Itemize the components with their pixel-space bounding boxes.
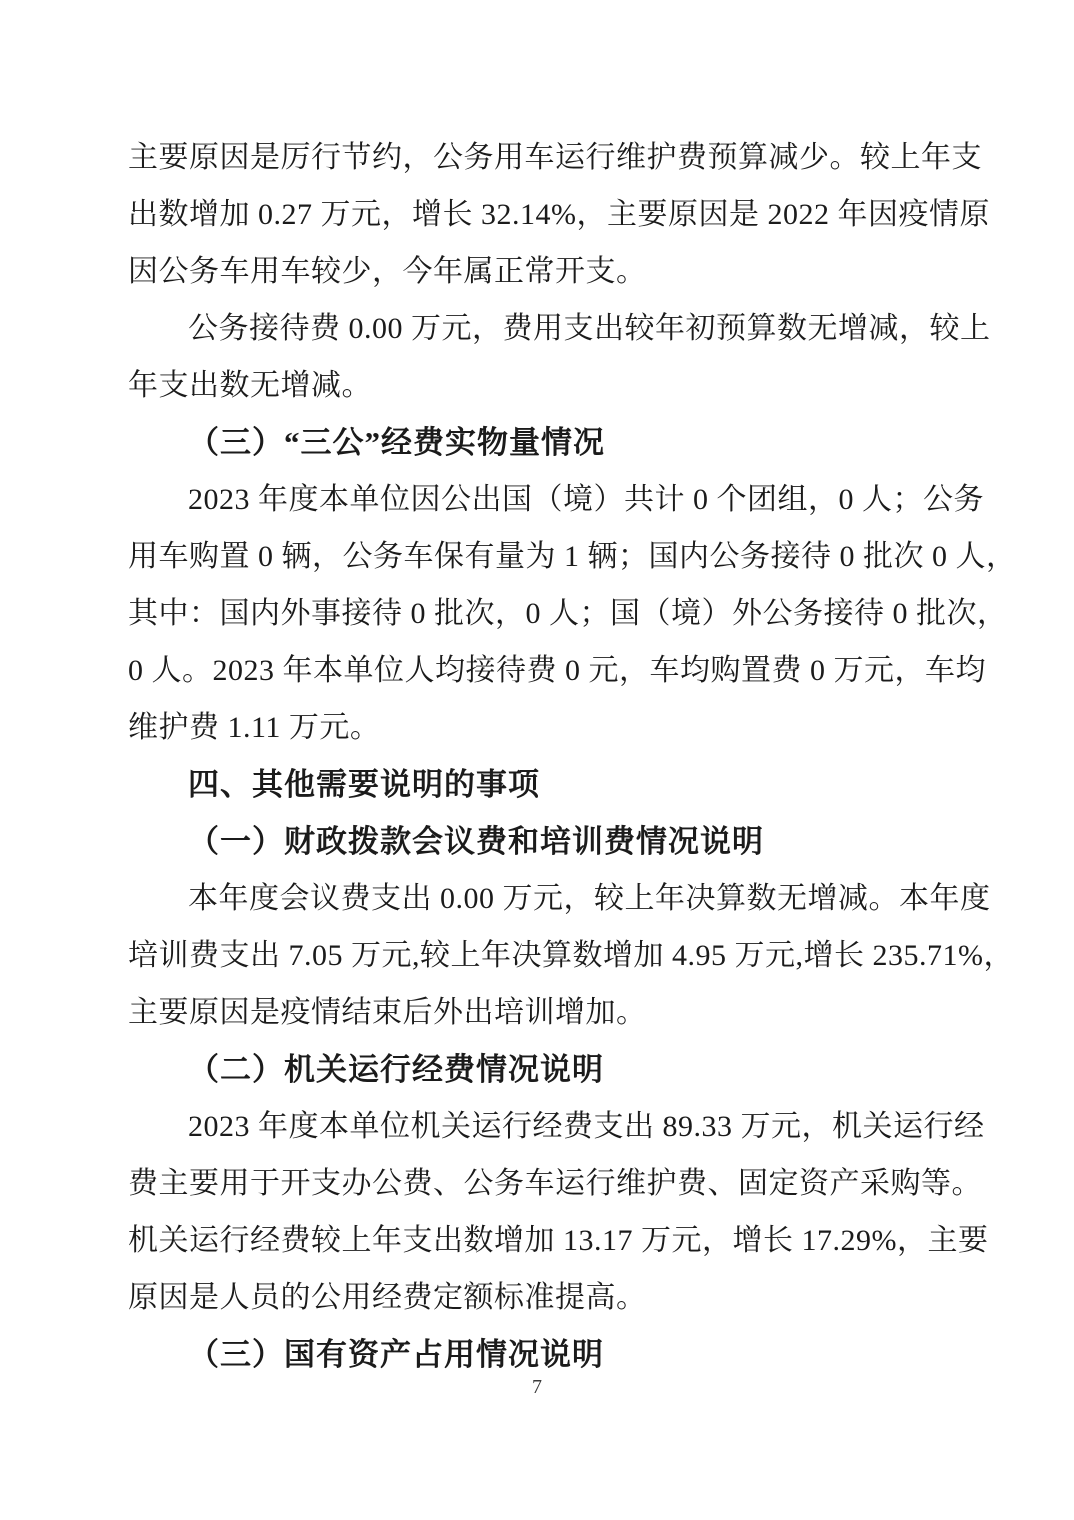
page-number: 7 xyxy=(532,1376,542,1398)
body-text-line: 维护费 1.11 万元。 xyxy=(128,711,381,744)
body-text-line: 0 人。2023 年本单位人均接待费 0 元，车均购置费 0 万元，车均 xyxy=(128,654,986,687)
body-text-line: 机关运行经费较上年支出数增加 13.17 万元，增长 17.29%，主要 xyxy=(128,1224,989,1257)
document-content xyxy=(128,129,1017,1383)
section-heading-level2: （二）机关运行经费情况说明 xyxy=(188,1052,604,1087)
body-text-line: 主要原因是疫情结束后外出培训增加。 xyxy=(128,996,647,1029)
body-text-line: 本年度会议费支出 0.00 万元，较上年决算数无增减。本年度 xyxy=(188,882,991,915)
section-heading-level2: （三）“三公”经费实物量情况 xyxy=(188,425,605,460)
body-text-line: 其中：国内外事接待 0 批次，0 人；国（境）外公务接待 0 批次， xyxy=(128,597,1008,630)
body-text-line: 2023 年度本单位因公出国（境）共计 0 个团组，0 人；公务 xyxy=(188,483,984,516)
body-text-line: 培训费支出 7.05 万元,较上年决算数增加 4.95 万元,增长 235.71%， xyxy=(128,939,1014,972)
body-text-line: 原因是人员的公用经费定额标准提高。 xyxy=(128,1281,647,1314)
body-text-line: 主要原因是厉行节约，公务用车运行维护费预算减少。较上年支 xyxy=(128,141,982,174)
section-heading-level2: （三）国有资产占用情况说明 xyxy=(188,1337,604,1372)
section-heading-level2: （一）财政拨款会议费和培训费情况说明 xyxy=(188,824,764,859)
body-text-line: 用车购置 0 辆，公务车保有量为 1 辆；国内公务接待 0 批次 0 人， xyxy=(128,540,1017,573)
body-text-line: 年支出数无增减。 xyxy=(128,369,372,402)
body-text-line: 出数增加 0.27 万元，增长 32.14%，主要原因是 2022 年因疫情原 xyxy=(128,198,990,231)
body-text-line: 2023 年度本单位机关运行经费支出 89.33 万元，机关运行经 xyxy=(188,1110,985,1143)
body-text-line: 因公务车用车较少，今年属正常开支。 xyxy=(128,255,647,288)
section-heading-level1: 四、其他需要说明的事项 xyxy=(188,767,540,802)
body-text-line: 费主要用于开支办公费、公务车运行维护费、固定资产采购等。 xyxy=(128,1167,982,1200)
body-text-line: 公务接待费 0.00 万元，费用支出较年初预算数无增减，较上 xyxy=(188,312,991,345)
